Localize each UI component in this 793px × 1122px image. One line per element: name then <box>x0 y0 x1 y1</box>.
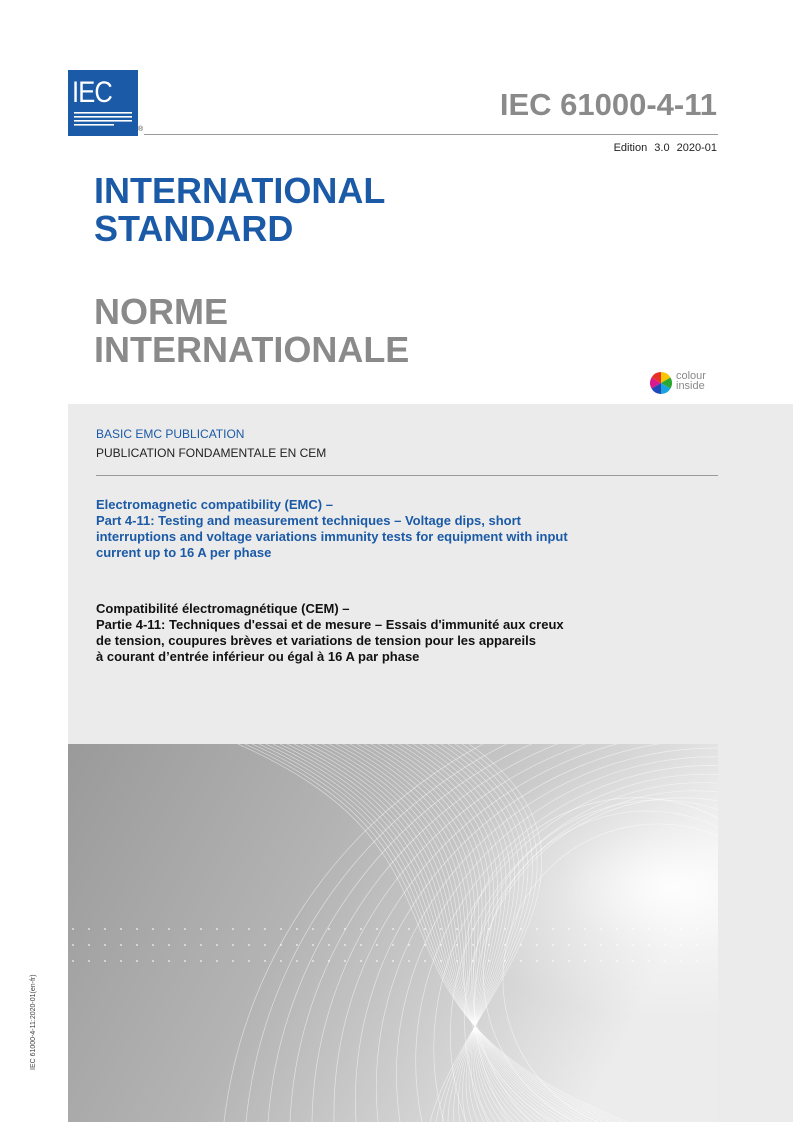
art-dot <box>280 960 282 962</box>
art-dot <box>616 960 618 962</box>
art-dot <box>88 944 90 946</box>
art-dot <box>120 944 122 946</box>
art-dot <box>184 960 186 962</box>
art-dot <box>408 928 410 930</box>
art-dot <box>632 944 634 946</box>
title-fr-line: INTERNATIONALE <box>94 329 410 370</box>
art-dot <box>328 928 330 930</box>
art-dot <box>216 928 218 930</box>
registered-mark: ® <box>138 126 144 133</box>
art-dot <box>600 928 602 930</box>
art-dot <box>360 960 362 962</box>
subject-en-line: interruptions and voltage variations immunity tests for equipment with input <box>96 529 568 544</box>
art-dot <box>312 928 314 930</box>
art-dot <box>456 944 458 946</box>
art-dot <box>488 960 490 962</box>
art-dot <box>408 944 410 946</box>
art-dot <box>536 960 538 962</box>
art-dot <box>504 928 506 930</box>
art-dot <box>376 928 378 930</box>
art-dot <box>568 960 570 962</box>
art-dot <box>552 960 554 962</box>
logo-lines-icon <box>74 112 132 126</box>
art-dot <box>392 960 394 962</box>
subject-fr-line: Partie 4-11: Techniques d'essai et de mesure – Essais d'immunité aux creux <box>96 617 564 632</box>
art-dot <box>520 960 522 962</box>
art-dot <box>424 928 426 930</box>
art-dot <box>296 960 298 962</box>
art-dot <box>184 928 186 930</box>
art-dot <box>584 944 586 946</box>
art-dot <box>568 928 570 930</box>
art-dot <box>408 960 410 962</box>
art-dot <box>632 928 634 930</box>
art-dot <box>232 944 234 946</box>
art-dot <box>296 944 298 946</box>
art-dot <box>664 960 666 962</box>
subject-en-line: Electromagnetic compatibility (EMC) – <box>96 497 333 512</box>
art-dot <box>184 944 186 946</box>
art-dot <box>696 928 698 930</box>
document-number: IEC 61000-4-11 <box>499 87 717 122</box>
art-dot <box>360 928 362 930</box>
art-dot <box>648 928 650 930</box>
art-dot <box>232 928 234 930</box>
art-dot <box>104 960 106 962</box>
colour-label-line: inside <box>676 380 705 392</box>
publication-category-fr: PUBLICATION FONDAMENTALE EN CEM <box>96 446 327 460</box>
logo-text: IEC <box>72 76 112 109</box>
colour-inside-badge <box>650 371 720 395</box>
art-dot <box>136 944 138 946</box>
art-dot <box>152 928 154 930</box>
art-dot <box>104 928 106 930</box>
art-dot <box>664 944 666 946</box>
subject-en-line: current up to 16 A per phase <box>96 545 272 560</box>
art-dot <box>168 928 170 930</box>
art-dot <box>232 960 234 962</box>
art-dot <box>120 960 122 962</box>
art-dot <box>280 944 282 946</box>
title-french <box>94 293 409 369</box>
edition-date: Edition 3.0 2020-01 <box>613 142 717 154</box>
art-dot <box>72 928 74 930</box>
art-dot <box>440 960 442 962</box>
art-dot <box>328 960 330 962</box>
art-dot <box>552 944 554 946</box>
art-dot <box>216 960 218 962</box>
art-dot <box>472 944 474 946</box>
art-dot <box>600 944 602 946</box>
subject-french <box>96 601 716 665</box>
title-en-line: STANDARD <box>94 208 294 249</box>
art-dot <box>200 960 202 962</box>
art-dot <box>392 928 394 930</box>
art-dot <box>424 944 426 946</box>
subject-en-line: Part 4-11: Testing and measurement techniques – Voltage dips, short <box>96 513 522 528</box>
subject-english <box>96 497 716 561</box>
art-dot <box>168 944 170 946</box>
art-dot <box>136 928 138 930</box>
art-dot <box>120 928 122 930</box>
art-dot <box>88 928 90 930</box>
art-dot <box>696 944 698 946</box>
art-dot <box>616 944 618 946</box>
art-dot <box>200 944 202 946</box>
category-rule <box>96 475 718 476</box>
art-dot <box>664 928 666 930</box>
art-dot <box>152 960 154 962</box>
title-en-line: INTERNATIONAL <box>94 170 386 211</box>
art-dot <box>248 960 250 962</box>
art-dot <box>680 928 682 930</box>
subject-fr-line: de tension, coupures brèves et variations de tension pour les appareils <box>96 633 536 648</box>
art-dot <box>520 928 522 930</box>
art-dot <box>344 928 346 930</box>
art-dot <box>248 928 250 930</box>
art-dot <box>88 960 90 962</box>
art-dot <box>312 944 314 946</box>
art-dot <box>72 960 74 962</box>
art-dot <box>168 960 170 962</box>
subject-fr-line: à courant d’entrée inférieur ou égal à 16 A par phase <box>96 649 420 664</box>
art-dot <box>280 928 282 930</box>
art-dot <box>328 944 330 946</box>
art-dot <box>200 928 202 930</box>
title-fr-line: NORME <box>94 291 228 332</box>
art-dot <box>344 960 346 962</box>
art-dot <box>648 944 650 946</box>
art-dot <box>296 928 298 930</box>
art-dot <box>376 944 378 946</box>
art-dot <box>72 944 74 946</box>
art-dot <box>568 944 570 946</box>
subject-fr-line: Compatibilité électromagnétique (CEM) – <box>96 601 350 616</box>
art-dot <box>616 928 618 930</box>
art-dot <box>552 928 554 930</box>
art-dot <box>248 944 250 946</box>
art-dot <box>696 960 698 962</box>
iec-logo <box>68 70 138 136</box>
art-dot <box>456 960 458 962</box>
art-dot <box>472 928 474 930</box>
art-dot <box>504 960 506 962</box>
publication-category-en: BASIC EMC PUBLICATION <box>96 427 245 441</box>
art-dot <box>584 928 586 930</box>
art-dot <box>104 944 106 946</box>
art-dot <box>136 960 138 962</box>
art-dot <box>264 928 266 930</box>
art-dot <box>216 944 218 946</box>
art-dot <box>440 944 442 946</box>
cover-artwork <box>68 744 718 1122</box>
art-dot <box>632 960 634 962</box>
art-dot <box>392 944 394 946</box>
art-dot <box>360 944 362 946</box>
art-dot <box>264 944 266 946</box>
art-dot <box>520 944 522 946</box>
art-dot <box>344 944 346 946</box>
colour-inside-label <box>676 371 706 391</box>
art-dot <box>648 960 650 962</box>
art-dot <box>424 960 426 962</box>
colour-label-line: colour <box>676 370 706 382</box>
art-dot <box>488 944 490 946</box>
art-dot <box>376 960 378 962</box>
art-dot <box>680 960 682 962</box>
art-dot <box>536 944 538 946</box>
colour-wheel-icon <box>650 372 672 394</box>
art-dot <box>600 960 602 962</box>
title-english <box>94 172 385 248</box>
art-dot <box>536 928 538 930</box>
art-dot <box>472 960 474 962</box>
art-dot <box>312 960 314 962</box>
header-rule <box>144 134 718 135</box>
art-dot <box>584 960 586 962</box>
art-dot <box>456 928 458 930</box>
art-dot <box>152 944 154 946</box>
art-dot <box>488 928 490 930</box>
art-dot <box>680 944 682 946</box>
art-dot <box>440 928 442 930</box>
art-dot <box>504 944 506 946</box>
spine-reference: IEC 61000-4-11:2020-01(en-fr) <box>30 974 37 1070</box>
art-dot <box>264 960 266 962</box>
